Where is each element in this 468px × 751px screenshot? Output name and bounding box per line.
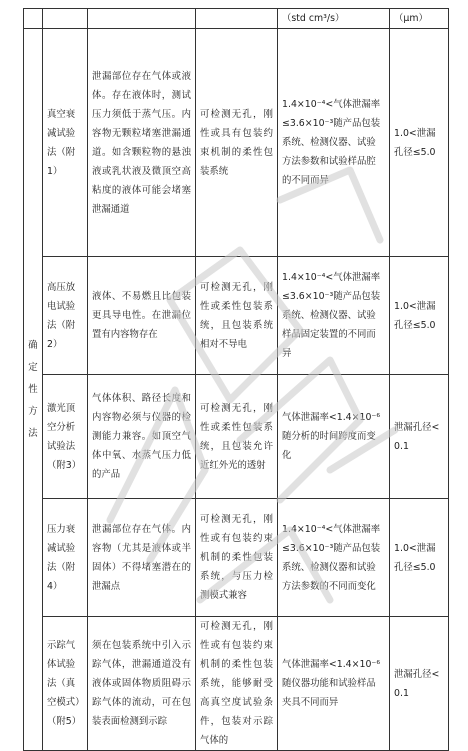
method-description: 须在包装系统中引入示踪气体，泄漏通道没有液体或固体物质阻碍示踪气体的流动，可在包装表面检测到示踪 bbox=[88, 617, 196, 751]
method-leak-size: 泄漏孔径<0.1 bbox=[390, 617, 449, 751]
method-description: 气体体积、路径长度和内容物必须与仪器的检测能力兼容。如顶空气体中氧、水蒸气压力低的产品 bbox=[88, 375, 196, 499]
table-row bbox=[24, 499, 449, 617]
method-sensitivity: 1.4×10⁻⁴<气体泄漏率≤3.6×10⁻³随产品包装系统、检测仪器和试验方法参数的不同而变化 bbox=[278, 499, 390, 617]
header-cell-empty bbox=[24, 9, 43, 29]
table-row bbox=[24, 29, 449, 257]
unit-header-row bbox=[24, 9, 449, 29]
method-sensitivity: 1.4×10⁻⁴<气体泄漏率≤3.6×10⁻³随产品包装系统、检测仪器、试验方法参数和试验样品腔的不同而异 bbox=[278, 29, 390, 257]
table-row bbox=[24, 257, 449, 375]
method-leak-size: 泄漏孔径<0.1 bbox=[390, 375, 449, 499]
category-cell bbox=[24, 29, 43, 751]
method-sensitivity: 气体泄漏率<1.4×10⁻⁶随分析的时间跨度而变化 bbox=[278, 375, 390, 499]
table-row bbox=[24, 617, 449, 751]
header-cell-empty bbox=[88, 9, 196, 29]
method-name: 示踪气体试验法（真空模式）（附5） bbox=[43, 617, 88, 751]
method-leak-size: 1.0<泄漏孔径≤5.0 bbox=[390, 499, 449, 617]
method-name: 激光顶空分析试验法（附3） bbox=[43, 375, 88, 499]
method-name: 高压放电试验法（附2） bbox=[43, 257, 88, 375]
category-char: 性 bbox=[28, 383, 38, 395]
method-application: 可检测无孔，刚性或柔性包装系统，且包装允许近红外光的透射 bbox=[196, 375, 278, 499]
method-sensitivity: 1.4×10⁻⁴<气体泄漏率≤3.6×10⁻³随产品包装系统、检测仪器、试验样品固定装置的不同而异 bbox=[278, 257, 390, 375]
category-char: 法 bbox=[28, 427, 38, 439]
method-application: 可检测无孔，刚性或有包装约束机制的柔性包装系统，与压力检测模式兼容 bbox=[196, 499, 278, 617]
method-leak-size: 1.0<泄漏孔径≤5.0 bbox=[390, 29, 449, 257]
method-description: 泄漏部位存在气体或液体。存在液体时，测试压力须低于蒸气压。内容物无颗粒堵塞泄漏通道。如含颗粒物的悬浊液或乳状液及微顶空高粘度的液体可能会堵塞泄漏通道 bbox=[88, 29, 196, 257]
header-cell-empty bbox=[196, 9, 278, 29]
method-name: 真空衰减试验法（附1） bbox=[43, 29, 88, 257]
method-application: 可检测无孔，刚性或有包装约束机制的柔性包装系统，能够耐受高真空度试验条件，包装对示踪气体的 bbox=[196, 617, 278, 751]
category-char: 方 bbox=[28, 405, 38, 417]
sensitivity-unit-header: （std cm³/s） bbox=[278, 9, 390, 29]
table-row bbox=[24, 375, 449, 499]
method-application: 可检测无孔，刚性或具有包装约束机制的柔性包装系统 bbox=[196, 29, 278, 257]
leak-size-unit-header: （μm） bbox=[390, 9, 449, 29]
method-name: 压力衰减试验法（附4） bbox=[43, 499, 88, 617]
method-description: 泄漏部位存在气体。内容物（尤其是液体或半固体）不得堵塞潜在的泄漏点 bbox=[88, 499, 196, 617]
method-leak-size: 1.0<泄漏孔径≤5.0 bbox=[390, 257, 449, 375]
category-char: 定 bbox=[28, 361, 38, 373]
category-char: 确 bbox=[28, 339, 38, 351]
method-description: 液体、不易燃且比包装更具导电性。在泄漏位置有内容物存在 bbox=[88, 257, 196, 375]
header-cell-empty bbox=[43, 9, 88, 29]
method-application: 可检测无孔，刚性或柔性包装系统，且包装系统相对不导电 bbox=[196, 257, 278, 375]
method-sensitivity: 气体泄漏率<1.4×10⁻⁶随仪器功能和试验样品夹具不同而异 bbox=[278, 617, 390, 751]
method-table bbox=[23, 8, 449, 751]
